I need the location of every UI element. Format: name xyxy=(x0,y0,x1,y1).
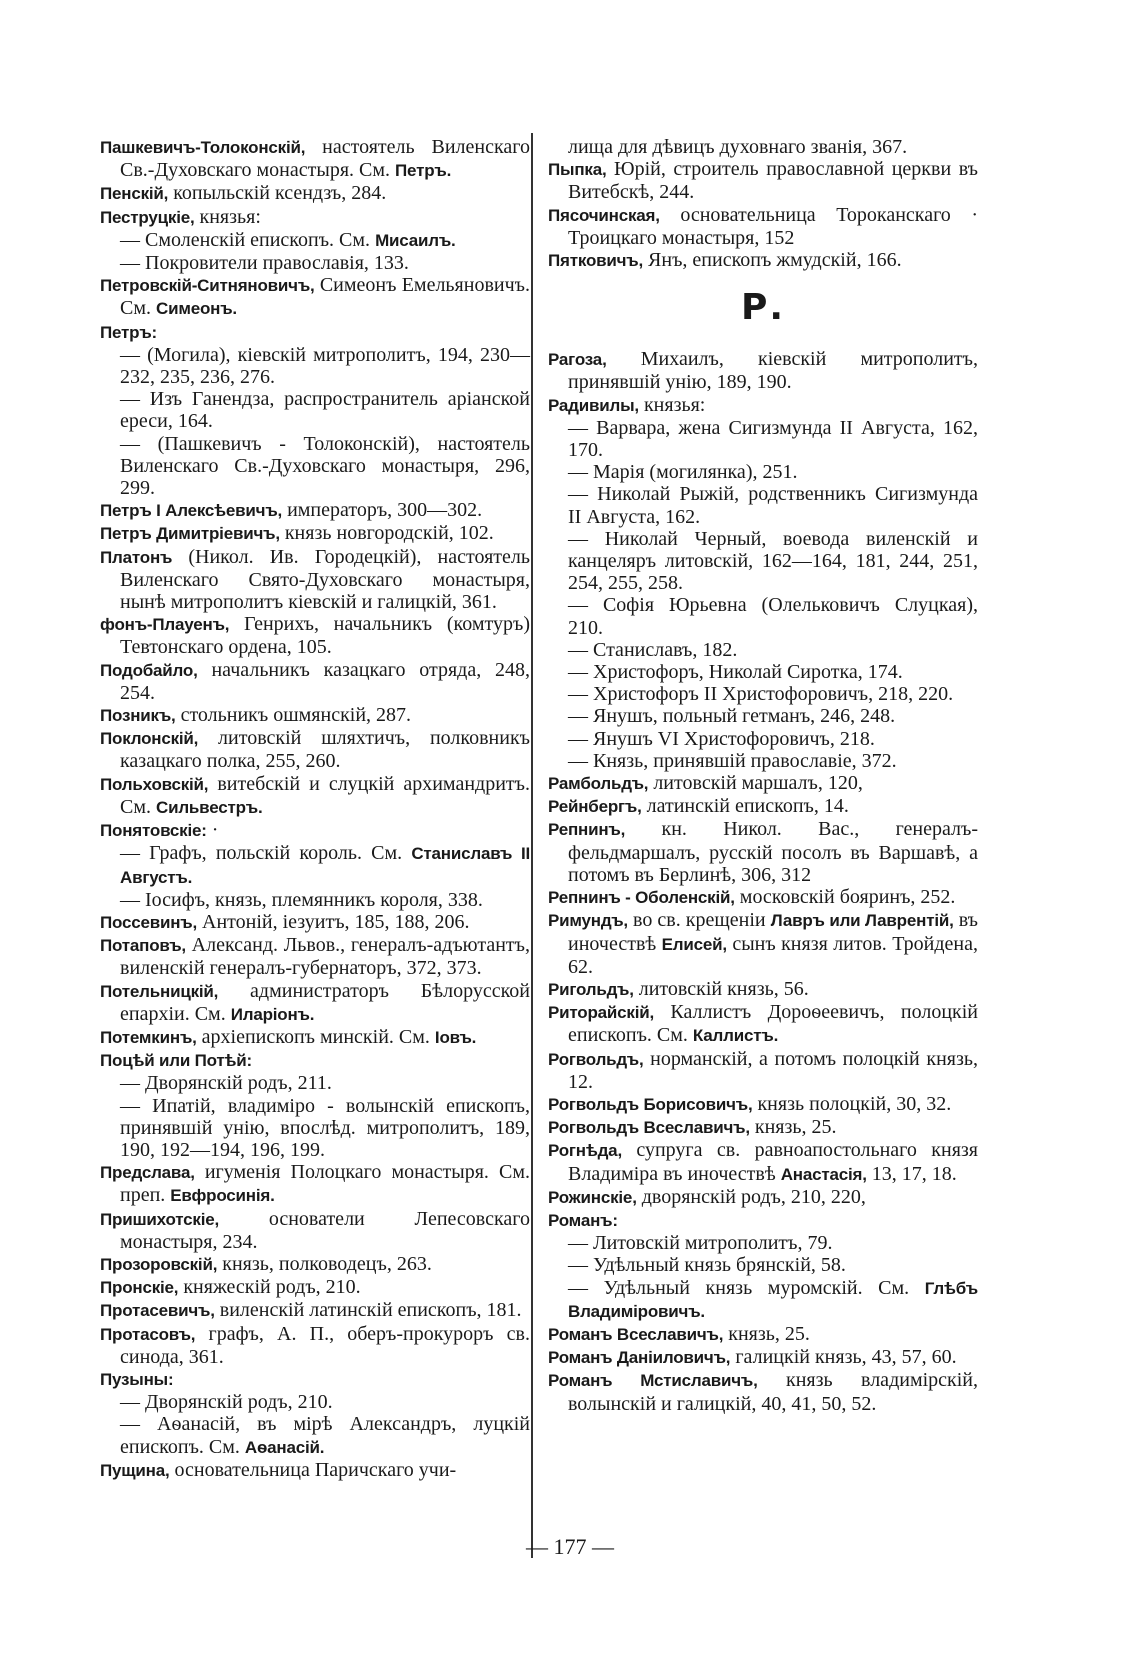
left-column xyxy=(100,136,530,1482)
entry-text: галицкій князь, 43, 57, 60. xyxy=(730,1346,957,1369)
right-column xyxy=(548,136,978,1415)
entry-headword: Анастасія, xyxy=(780,1164,867,1184)
index-subentry xyxy=(548,1254,978,1276)
index-subentry xyxy=(548,461,978,483)
entry-text: основательница Тороканскаго · Троицкаго монастыря, 152 xyxy=(568,203,978,249)
index-entry xyxy=(548,909,978,978)
entry-text: князь, полководецъ, 263. xyxy=(217,1252,432,1275)
column-divider xyxy=(531,133,533,1558)
index-subentry xyxy=(548,750,978,772)
entry-headword: Іовъ. xyxy=(434,1027,477,1047)
entry-headword: Пясочинская, xyxy=(548,205,660,225)
index-entry xyxy=(100,1459,530,1482)
entry-headword: Евфросинія. xyxy=(170,1186,275,1206)
entry-text: — Софія Юрьевна (Олельковичъ Слуцкая), 210. xyxy=(568,594,978,639)
entry-headword: Симеонъ. xyxy=(156,299,237,319)
entry-text: виленскій латинскій епископъ, 181. xyxy=(214,1299,522,1322)
entry-text: въ иночествѣ xyxy=(568,909,978,955)
index-subentry xyxy=(548,639,978,661)
entry-text: латинскій епископъ, 14. xyxy=(641,795,849,818)
entry-headword: Потельницкій, xyxy=(100,981,219,1001)
entry-headword: Станиславъ II Августъ. xyxy=(120,844,530,887)
entry-text: во св. крещеніи xyxy=(627,909,771,932)
index-entry xyxy=(100,274,530,320)
index-entry xyxy=(100,546,530,614)
index-entry xyxy=(100,136,530,182)
entry-text: супруга св. равноапостольнаго князя Владиміра въ иночествѣ xyxy=(568,1139,978,1185)
index-subentry xyxy=(548,728,978,750)
index-entry xyxy=(100,522,530,545)
entry-text: — Графъ, польскій король. См. xyxy=(120,842,412,865)
entry-headword: Петръ Димитріевичъ, xyxy=(100,524,280,544)
entry-headword: Потаповъ, xyxy=(100,936,186,956)
entry-text: архіепископъ минскій. См. xyxy=(196,1025,435,1048)
index-entry xyxy=(100,1049,530,1072)
entry-text: — Янушъ VI Христофоровичъ, 218. xyxy=(568,727,875,750)
entry-headword: Ригольдъ, xyxy=(548,979,634,999)
index-entry xyxy=(100,1253,530,1276)
index-entry xyxy=(100,206,530,229)
section-letter: Р. xyxy=(740,287,786,329)
index-entry xyxy=(548,1346,978,1369)
entry-text: 13, 17, 18. xyxy=(866,1162,957,1185)
index-entry xyxy=(548,348,978,393)
entry-text: графъ, А. П., оберъ-прокуроръ св. синода, 361. xyxy=(120,1322,530,1368)
entry-text: кн. Никол. Вас., генералъ-фельдмаршалъ, русскій посолъ въ Варшавѣ, а потомъ въ Берлинѣ, 306, 312 xyxy=(568,818,978,886)
entry-headword: Каллистъ. xyxy=(692,1026,779,1046)
entry-text: князья: xyxy=(638,393,706,416)
entry-text: князь владимірскій, волынскій и галицкій, 40, 41, 50, 52. xyxy=(568,1369,979,1415)
entry-headword: Петръ: xyxy=(100,322,158,342)
entry-text: князь, 25. xyxy=(723,1322,810,1345)
entry-headword: Петръ I Алексѣевичъ, xyxy=(100,501,283,521)
index-entry xyxy=(548,818,978,886)
entry-headword: Позникъ, xyxy=(100,706,176,726)
entry-headword: Поссевинъ, xyxy=(100,912,198,932)
entry-text: основатели Лепесовскаго монастыря, 234. xyxy=(120,1207,530,1253)
index-subentry xyxy=(100,229,530,252)
entry-text: — Удѣльный князь муромскій. См. xyxy=(568,1276,925,1299)
index-entry xyxy=(100,934,530,979)
entry-text: — Николай Рыжій, родственникъ Сигизмунда II Августа, 162. xyxy=(568,483,978,528)
entry-text: дворянскій родъ, 210, 220, xyxy=(636,1185,866,1208)
entry-headword: Потемкинъ, xyxy=(100,1027,197,1047)
index-subentry xyxy=(548,705,978,727)
entry-headword: Романъ Всеславичъ, xyxy=(548,1324,724,1344)
entry-headword: Сильвестръ. xyxy=(156,797,263,817)
index-subentry xyxy=(100,842,530,888)
entry-headword: Пришихотскіе, xyxy=(100,1209,220,1229)
index-subentry xyxy=(100,252,530,274)
entry-headword: Платонъ xyxy=(100,547,173,567)
entry-text: — Дворянскій родъ, 211. xyxy=(120,1072,332,1095)
entry-text: стольникъ ошмянскій, 287. xyxy=(175,704,412,727)
entry-headword: Поклонскій, xyxy=(100,729,199,749)
index-entry xyxy=(548,204,978,249)
index-entry xyxy=(548,136,978,158)
entry-text: — Удѣльный князь брянскій, 58. xyxy=(568,1254,846,1277)
entries-r xyxy=(548,348,978,1415)
index-subentry xyxy=(548,661,978,683)
entry-headword: Римундъ, xyxy=(548,911,628,931)
entry-headword: Романъ Мстиславичъ, xyxy=(548,1371,758,1391)
entry-text: — Смоленскій епископъ. См. xyxy=(120,228,376,251)
index-entry xyxy=(548,886,978,909)
entry-text: Генрихъ, начальникъ (комтуръ) Тевтонскаго ордена, 105. xyxy=(120,613,530,659)
entry-headword: Репнинъ, xyxy=(548,820,626,840)
entry-headword: Прозоровскій, xyxy=(100,1254,218,1274)
entry-headword: Романъ Даніиловичъ, xyxy=(548,1348,731,1368)
entry-text: начальникъ казацкаго отряда, 248, 254. xyxy=(120,658,530,704)
index-entry xyxy=(100,1276,530,1299)
index-entry xyxy=(100,182,530,205)
index-subentry xyxy=(548,1232,978,1254)
entry-headword: Протасовъ, xyxy=(100,1324,196,1344)
entry-headword: Пронскіе, xyxy=(100,1278,179,1298)
entry-text: — Покровители православія, 133. xyxy=(120,252,409,275)
index-entry xyxy=(548,1116,978,1139)
entry-headword: Иларіонъ. xyxy=(230,1004,315,1024)
entry-headword: Репнинъ - Оболенскій, xyxy=(548,888,735,908)
index-entry xyxy=(100,613,530,658)
entry-text: — Варвара, жена Сигизмунда II Августа, 162, 170. xyxy=(568,416,978,462)
entry-text: — Станиславъ, 182. xyxy=(568,638,738,661)
entry-text: — Марія (могилянка), 251. xyxy=(568,461,798,484)
entry-headword: Рогвольдъ Борисовичъ, xyxy=(548,1094,753,1114)
index-entry xyxy=(100,1026,530,1049)
entry-text: Александ. Львов., генералъ-адъютантъ, виленскій генералъ-губернаторъ, 372, 373. xyxy=(120,934,530,980)
index-entry xyxy=(100,704,530,727)
page-number: — 177 — xyxy=(526,1534,614,1559)
entry-text: князь новгородскій, 102. xyxy=(279,522,494,545)
entry-text: Каллистъ Дороѳеевичъ, полоцкій епископъ. См. xyxy=(568,1001,978,1047)
entry-text: (Никол. Ив. Городецкій), настоятель Виленскаго Свято-Духовскаго монастыря, нынѣ митрополитъ кіевскій и галицкій, 361. xyxy=(120,545,530,614)
index-subentry xyxy=(548,483,978,527)
entry-headword: Пашкевичъ-Толоконскій, xyxy=(100,138,306,157)
index-subentry xyxy=(100,1413,530,1458)
entry-text: Симеонъ Емельяновичъ. См. xyxy=(120,274,530,320)
entry-text: — Іосифъ, князь, племянникъ короля, 338. xyxy=(120,888,483,911)
index-entry xyxy=(100,1161,530,1207)
entry-text: — Князь, принявшій православіе, 372. xyxy=(568,749,897,772)
entry-text: литовскій князь, 56. xyxy=(633,977,809,1000)
index-entry xyxy=(100,659,530,704)
index-subentry xyxy=(100,1072,530,1094)
entry-text: администраторъ Бѣлорусской епархіи. См. xyxy=(120,979,530,1025)
index-subentry xyxy=(548,594,978,638)
entries-p-continued xyxy=(548,136,978,272)
entry-headword: Елисей, xyxy=(661,934,727,954)
entry-text: — (Могила), кіевскій митрополитъ, 194, 230—232, 235, 236, 276. xyxy=(120,343,530,389)
entry-text: · xyxy=(206,819,219,842)
index-subentry xyxy=(100,344,530,388)
entry-headword: Пущина, xyxy=(100,1460,170,1480)
entry-headword: Лавръ или Лаврентій, xyxy=(770,911,954,931)
entry-headword: Протасевичъ, xyxy=(100,1301,215,1321)
index-entry xyxy=(548,158,978,203)
entry-text: князья: xyxy=(194,205,261,228)
entry-text: княжескій родъ, 210. xyxy=(178,1276,361,1299)
entry-headword: Мисаилъ. xyxy=(375,230,456,250)
index-subentry xyxy=(100,1095,530,1162)
index-entry xyxy=(100,911,530,934)
entry-text: норманскій, а потомъ полоцкій князь, 12. xyxy=(568,1047,978,1093)
entry-text: витебскій и слуцкій архимандритъ. См. xyxy=(120,772,530,818)
entry-headword: Рамбольдъ, xyxy=(548,774,649,794)
entry-text: литовскій шляхтичъ, полковникъ казацкаго полка, 255, 260. xyxy=(120,727,530,773)
entry-headword: Рогнѣда, xyxy=(548,1141,622,1161)
index-subentry xyxy=(100,1391,530,1413)
entry-text: московскій бояринъ, 252. xyxy=(734,886,956,909)
entry-headword: Рейнбергъ, xyxy=(548,797,642,817)
entry-text: князь, 25. xyxy=(749,1116,837,1139)
index-entry xyxy=(548,1209,978,1232)
entry-text: — Янушъ, польный гетманъ, 246, 248. xyxy=(568,705,896,728)
entry-text: — Ипатій, владиміро - волынскій епископъ, принявшій унію, впослѣд. митрополитъ, 189, 190, 192—194, 196, 199. xyxy=(120,1094,530,1161)
entry-headword: Пятковичъ, xyxy=(548,251,644,271)
entry-text: — Николай Черный, воевода виленскій и канцеляръ литовскій, 162—164, 181, 244, 251, 254, 255, 258. xyxy=(568,527,978,595)
index-entry xyxy=(548,1323,978,1346)
entry-headword: Поцѣй или Потѣй: xyxy=(100,1051,252,1071)
entry-headword: Пыпка, xyxy=(548,160,607,180)
entry-text: — Христофоръ II Христофоровичъ, 218, 220. xyxy=(568,683,954,706)
entry-text: основательница Паричскаго учи- xyxy=(169,1458,457,1481)
index-entry xyxy=(548,978,978,1001)
entry-headword: Петровскій-Ситняновичъ, xyxy=(100,276,315,296)
index-entry xyxy=(100,321,530,344)
index-entry xyxy=(100,727,530,772)
entry-headword: Глѣбъ Владиміровичъ. xyxy=(568,1278,978,1321)
index-entry xyxy=(548,1139,978,1185)
index-entry xyxy=(548,1186,978,1209)
index-entry xyxy=(100,1323,530,1368)
index-entry xyxy=(548,1093,978,1116)
entry-headword: Рагоза, xyxy=(548,350,607,370)
entry-text: Михаилъ, кіевскій митрополитъ, принявшій унію, 189, 190. xyxy=(568,348,978,394)
entry-headword: Пенскій, xyxy=(100,184,169,204)
index-entry xyxy=(548,795,978,818)
index-entry xyxy=(548,772,978,795)
entry-text: копыльскій ксендзъ, 284. xyxy=(168,182,387,205)
index-subentry xyxy=(100,433,530,500)
entry-headword: Рожинскіе, xyxy=(548,1187,637,1207)
entry-headword: Понятовскіе: xyxy=(100,821,207,841)
index-subentry xyxy=(548,683,978,705)
entry-headword: Польховскій, xyxy=(100,774,209,794)
index-entry xyxy=(100,1368,530,1391)
index-subentry xyxy=(548,528,978,595)
index-entry xyxy=(548,249,978,272)
entry-headword: Риторайскій, xyxy=(548,1003,655,1023)
index-entry xyxy=(100,980,530,1026)
index-entry xyxy=(100,1299,530,1322)
entry-text: сынъ князя литов. Тройдена, 62. xyxy=(568,932,978,978)
index-entry xyxy=(100,1208,530,1253)
entry-headword: Романъ: xyxy=(548,1210,618,1230)
index-entry xyxy=(100,773,530,819)
entry-text: настоятель Виленскаго Св.-Духовскаго монастыря. См. xyxy=(120,136,530,182)
entry-text: — Литовскій митрополитъ, 79. xyxy=(568,1232,833,1255)
entry-headword: Рогвольдъ, xyxy=(548,1049,644,1069)
entry-headword: Петръ. xyxy=(395,161,452,181)
entry-text: князь полоцкій, 30, 32. xyxy=(752,1092,952,1115)
index-subentry xyxy=(548,1277,978,1323)
index-entry xyxy=(548,1001,978,1047)
index-entry xyxy=(548,1048,978,1093)
entry-headword: Пузыны: xyxy=(100,1369,174,1389)
index-entry xyxy=(548,394,978,417)
index-subentry xyxy=(100,388,530,432)
entry-text: игуменія Полоцкаго монастыря. См. преп. xyxy=(120,1161,530,1207)
entry-headword: Радивилы, xyxy=(548,395,639,415)
index-entry xyxy=(100,499,530,522)
index-entry xyxy=(100,819,530,842)
entry-text: Янъ, епископъ жмудскій, 166. xyxy=(643,249,902,272)
entry-text: — Изъ Ганендза, распространитель аріанской ереси, 164. xyxy=(120,388,530,433)
entry-text: Юрій, строитель православной церкви въ Витебскѣ, 244. xyxy=(568,158,978,204)
index-entry xyxy=(548,1369,978,1414)
entry-text: Антоній, іезуитъ, 185, 188, 206. xyxy=(197,910,470,933)
entry-headword: Подобайло, xyxy=(100,660,198,680)
entry-headword: Аѳанасій. xyxy=(244,1437,325,1457)
entry-text: — Аѳанасій, въ мірѣ Александръ, луцкій епископъ. См. xyxy=(120,1413,530,1458)
entry-text: — (Пашкевичъ - Толоконскій), настоятель Виленскаго Св.-Духовскаго монастыря, 296, 299. xyxy=(120,432,530,500)
entry-text: — Христофоръ, Николай Сиротка, 174. xyxy=(568,661,903,684)
entry-text: императоръ, 300—302. xyxy=(282,499,483,522)
entry-headword: Предслава, xyxy=(100,1163,195,1183)
entry-headword: фонъ-Плауенъ, xyxy=(100,615,230,635)
entry-headword: Пеструцкіе, xyxy=(100,207,195,227)
entry-text: литовскій маршалъ, 120, xyxy=(648,772,863,795)
index-subentry xyxy=(548,417,978,461)
entry-headword: Рогвольдъ Всеславичъ, xyxy=(548,1118,750,1138)
index-subentry xyxy=(100,889,530,911)
entry-text: — Дворянскій родъ, 210. xyxy=(120,1391,333,1414)
entry-text: лища для дѣвицъ духовнаго званія, 367. xyxy=(568,136,908,158)
